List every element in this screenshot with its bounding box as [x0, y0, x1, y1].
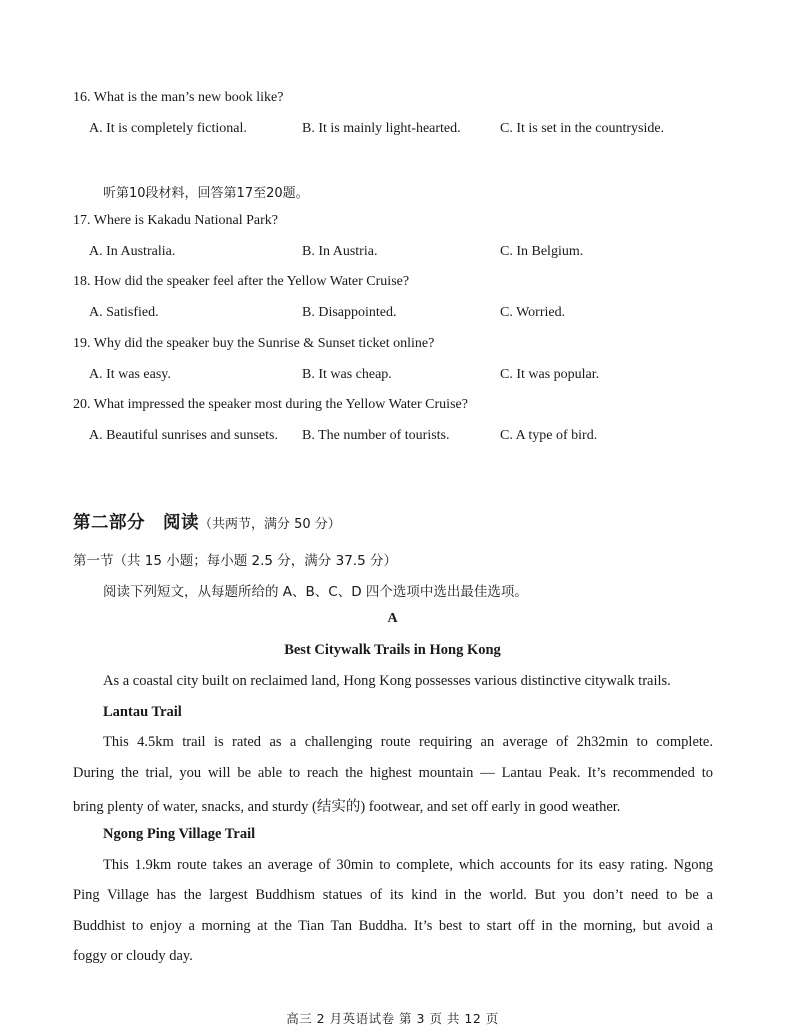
- trail-heading-ngong-ping: Ngong Ping Village Trail: [103, 826, 256, 842]
- question-16-stem: 16. What is the man’s new book like?: [73, 90, 284, 105]
- question-20-stem: 20. What impressed the speaker most during the Yellow Water Cruise?: [73, 397, 468, 412]
- question-20-option-c: C. A type of bird.: [500, 428, 598, 443]
- part-heading: [73, 509, 341, 534]
- trail-heading-lantau: Lantau Trail: [103, 704, 182, 720]
- trail-lantau-line-3: bring plenty of water, snacks, and sturdy (结实的) footwear, and set off early in good weather.: [73, 799, 621, 815]
- part-title: 第二部分 阅读: [73, 513, 199, 533]
- listening-instruction: 听第10段材料，回答第17至20题。: [103, 186, 309, 201]
- section-title: 第一节（共 15 小题；每小题 2.5 分，满分 37.5 分）: [73, 553, 397, 569]
- question-17-option-c: C. In Belgium.: [500, 244, 584, 259]
- question-16-option-b: B. It is mainly light-hearted.: [302, 121, 461, 136]
- question-19-option-c: C. It was popular.: [500, 367, 600, 382]
- passage-letter: A: [387, 611, 398, 626]
- question-19-option-a: A. It was easy.: [89, 367, 171, 382]
- question-17-option-b: B. In Austria.: [302, 244, 378, 259]
- trail-ngong-ping-line-1: This 1.9km route takes an average of 30min to complete, which accounts for its easy rating. Ngong: [103, 857, 713, 873]
- trail-ngong-ping-line-2: Ping Village has the largest Buddhism statues of its kind in the world. But you don’t need to be a: [73, 887, 713, 903]
- passage-intro: As a coastal city built on reclaimed land, Hong Kong possesses various distinctive citywalk trails.: [103, 673, 671, 689]
- question-19-option-b: B. It was cheap.: [302, 367, 392, 382]
- question-18-option-c: C. Worried.: [500, 305, 566, 320]
- question-20-option-a: A. Beautiful sunrises and sunsets.: [89, 428, 278, 443]
- question-16-option-c: C. It is set in the countryside.: [500, 121, 665, 136]
- question-18-option-a: A. Satisfied.: [89, 305, 159, 320]
- trail-ngong-ping-line-3: Buddhist to enjoy a morning at the Tian Tan Buddha. It’s best to start off in the morning, but avoid a: [73, 918, 713, 934]
- question-20-option-b: B. The number of tourists.: [302, 428, 450, 443]
- question-19-stem: 19. Why did the speaker buy the Sunrise & Sunset ticket online?: [73, 336, 435, 351]
- reading-directions: 阅读下列短文，从每题所给的 A、B、C、D 四个选项中选出最佳选项。: [103, 584, 528, 600]
- page-footer: 高三 2 月英语试卷 第 3 页 共 12 页: [286, 1011, 499, 1026]
- part-note: （共两节，满分 50 分）: [199, 517, 341, 532]
- trail-lantau-line-2: During the trial, you will be able to reach the highest mountain — Lantau Peak. It’s recommended to: [73, 765, 713, 781]
- trail-lantau-line-1: This 4.5km trail is rated as a challenging route requiring an average of 2h32min to complete.: [103, 734, 713, 750]
- question-16-option-a: A. It is completely fictional.: [89, 121, 247, 136]
- question-18-stem: 18. How did the speaker feel after the Yellow Water Cruise?: [73, 274, 410, 289]
- question-17-option-a: A. In Australia.: [89, 244, 176, 259]
- trail-ngong-ping-line-4: foggy or cloudy day.: [73, 948, 193, 964]
- question-17-stem: 17. Where is Kakadu National Park?: [73, 213, 279, 228]
- question-18-option-b: B. Disappointed.: [302, 305, 397, 320]
- passage-title: Best Citywalk Trails in Hong Kong: [284, 642, 501, 658]
